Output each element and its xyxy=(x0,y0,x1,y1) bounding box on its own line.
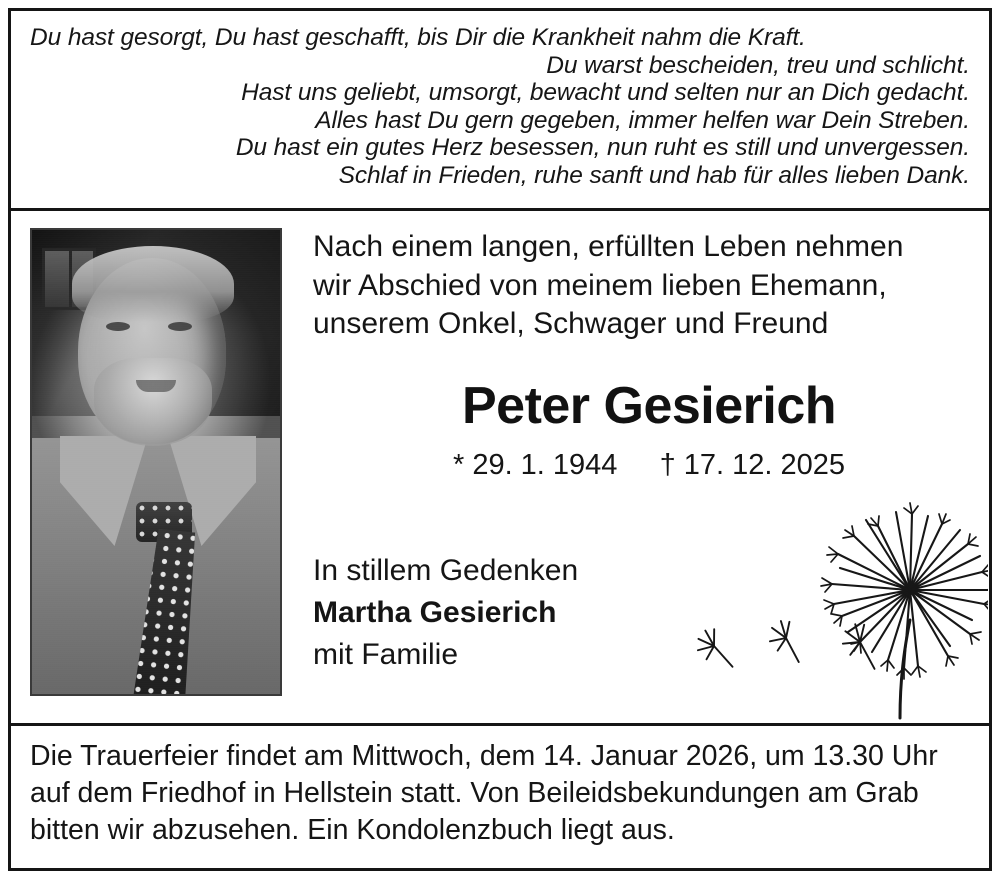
mourners-block xyxy=(313,550,813,676)
footer-line: Die Trauerfeier findet am Mittwoch, dem 14. Januar 2026, um 13.30 Uhr xyxy=(30,740,938,772)
photo-grain-overlay xyxy=(32,230,280,694)
lead-line: unserem Onkel, Schwager und Freund xyxy=(313,307,829,340)
footer-line: bitten wir abzusehen. Ein Kondolenzbuch liegt aus. xyxy=(30,814,675,846)
life-dates xyxy=(313,449,985,482)
mourner-name: Martha Gesierich xyxy=(313,596,557,629)
birth-star-icon: * xyxy=(452,449,465,481)
footer-line: auf dem Friedhof in Hellstein statt. Von Beileidsbekundungen am Grab xyxy=(30,777,919,809)
divider-bottom xyxy=(11,723,989,726)
lead-line: wir Abschied von meinem lieben Ehemann, xyxy=(313,268,887,302)
cross-icon: † xyxy=(659,449,676,481)
mourner-family: mit Familie xyxy=(313,638,459,671)
deceased-name: Peter Gesierich xyxy=(461,377,837,435)
poem-line: Du hast ein gutes Herz besessen, nun ruht es still und unvergessen. xyxy=(235,134,970,161)
photo-image xyxy=(32,230,280,694)
poem-line: Du hast gesorgt, Du hast geschafft, bis Dir die Krankheit nahm die Kraft. xyxy=(30,24,806,51)
lead-line: Nach einem langen, erfüllten Leben nehmen xyxy=(313,230,904,263)
poem-line: Schlaf in Frieden, ruhe sanft und hab für alles lieben Dank. xyxy=(338,161,970,189)
divider-top xyxy=(11,208,989,211)
death-date: 17. 12. 2025 xyxy=(683,449,846,481)
memory-intro: In stillem Gedenken xyxy=(313,554,579,587)
portrait-photo xyxy=(30,228,282,696)
memorial-poem xyxy=(30,24,970,189)
poem-line: Du warst bescheiden, treu und schlicht. xyxy=(546,51,970,79)
birth-date: 29. 1. 1944 xyxy=(472,449,618,481)
funeral-details xyxy=(30,738,974,849)
lead-text xyxy=(313,228,985,344)
poem-line: Alles hast Du gern gegeben, immer helfen war Dein Streben. xyxy=(315,106,970,134)
poem-line: Hast uns geliebt, umsorgt, bewacht und selten nur an Dich gedacht. xyxy=(241,79,970,106)
